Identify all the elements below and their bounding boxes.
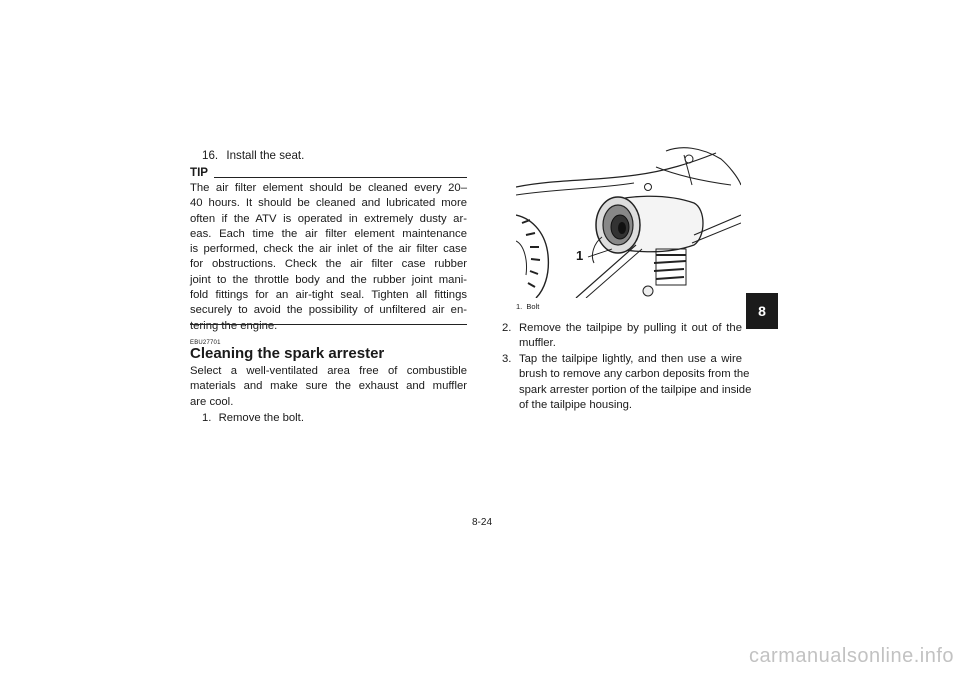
tip-line: joint to the throttle body and the rubber joint mani- [190,273,467,286]
step-number: 16. [202,149,219,162]
tip-line: fold fittings for an air-tight seal. Tighten all fittings [190,289,467,302]
step-line: Tap the tailpipe lightly, and then use a wire [519,353,742,365]
caption-text: Bolt [526,302,540,311]
step-3 [502,352,752,414]
tip-line: often if the ATV is operated in extremely dusty ar- [190,212,467,225]
step-line: of the tailpipe housing. [519,398,633,411]
tip-line: is performed, check the air inlet of the air filter case [190,243,467,256]
caption-number: 1. [516,302,523,311]
tip-line: securely to avoid the possibility of unfiltered air en- [190,304,467,317]
step-text [519,352,752,413]
muffler-photo [516,145,741,298]
tip-label: TIP [190,166,209,179]
tip-body [190,181,467,334]
tip-line: The air filter element should be cleaned every 20– [190,182,467,194]
tip-line: 40 hours. It should be cleaned and lubricated more [190,197,467,210]
step-number: 1. [202,412,212,424]
intro-line: Select a well-ventilated area free of combustible [190,365,467,377]
tip-header [190,166,467,180]
tip-end-divider [190,324,467,325]
section-heading: Cleaning the spark arrester [190,345,385,362]
page-number: 8-24 [471,517,492,528]
step-line: Remove the tailpipe by pulling it out of the [519,322,742,334]
chapter-tab: 8 [746,293,778,329]
step-line: muffler. [519,337,556,350]
figure-caption [516,302,539,311]
step-text: Install the seat. [226,149,305,162]
step-16 [202,148,304,164]
tip-line: for obstructions. Check the air filter case rubber [190,258,467,271]
intro-line: are cool. [190,395,234,408]
tip-line: tering the engine. [190,319,278,332]
step-text: Remove the bolt. [218,412,304,424]
tip-divider [214,177,467,178]
step-line: brush to remove any carbon deposits from the [519,368,750,381]
tip-line: eas. Each time the air filter element maintenance [190,227,467,240]
step-line: spark arrester portion of the tailpipe and inside [519,383,752,396]
step-2 [502,321,742,352]
step-number: 3. [502,353,512,365]
step-text [519,321,742,352]
muffler-illustration [516,145,741,298]
section-code: EBU27701 [190,340,221,346]
section-intro [190,364,467,410]
step-number: 2. [502,322,512,334]
watermark: carmanualsonline.info [748,645,954,667]
figure-callout: 1 [576,248,584,263]
step-1 [202,410,304,426]
intro-line: materials and make sure the exhaust and muffler [190,380,467,393]
